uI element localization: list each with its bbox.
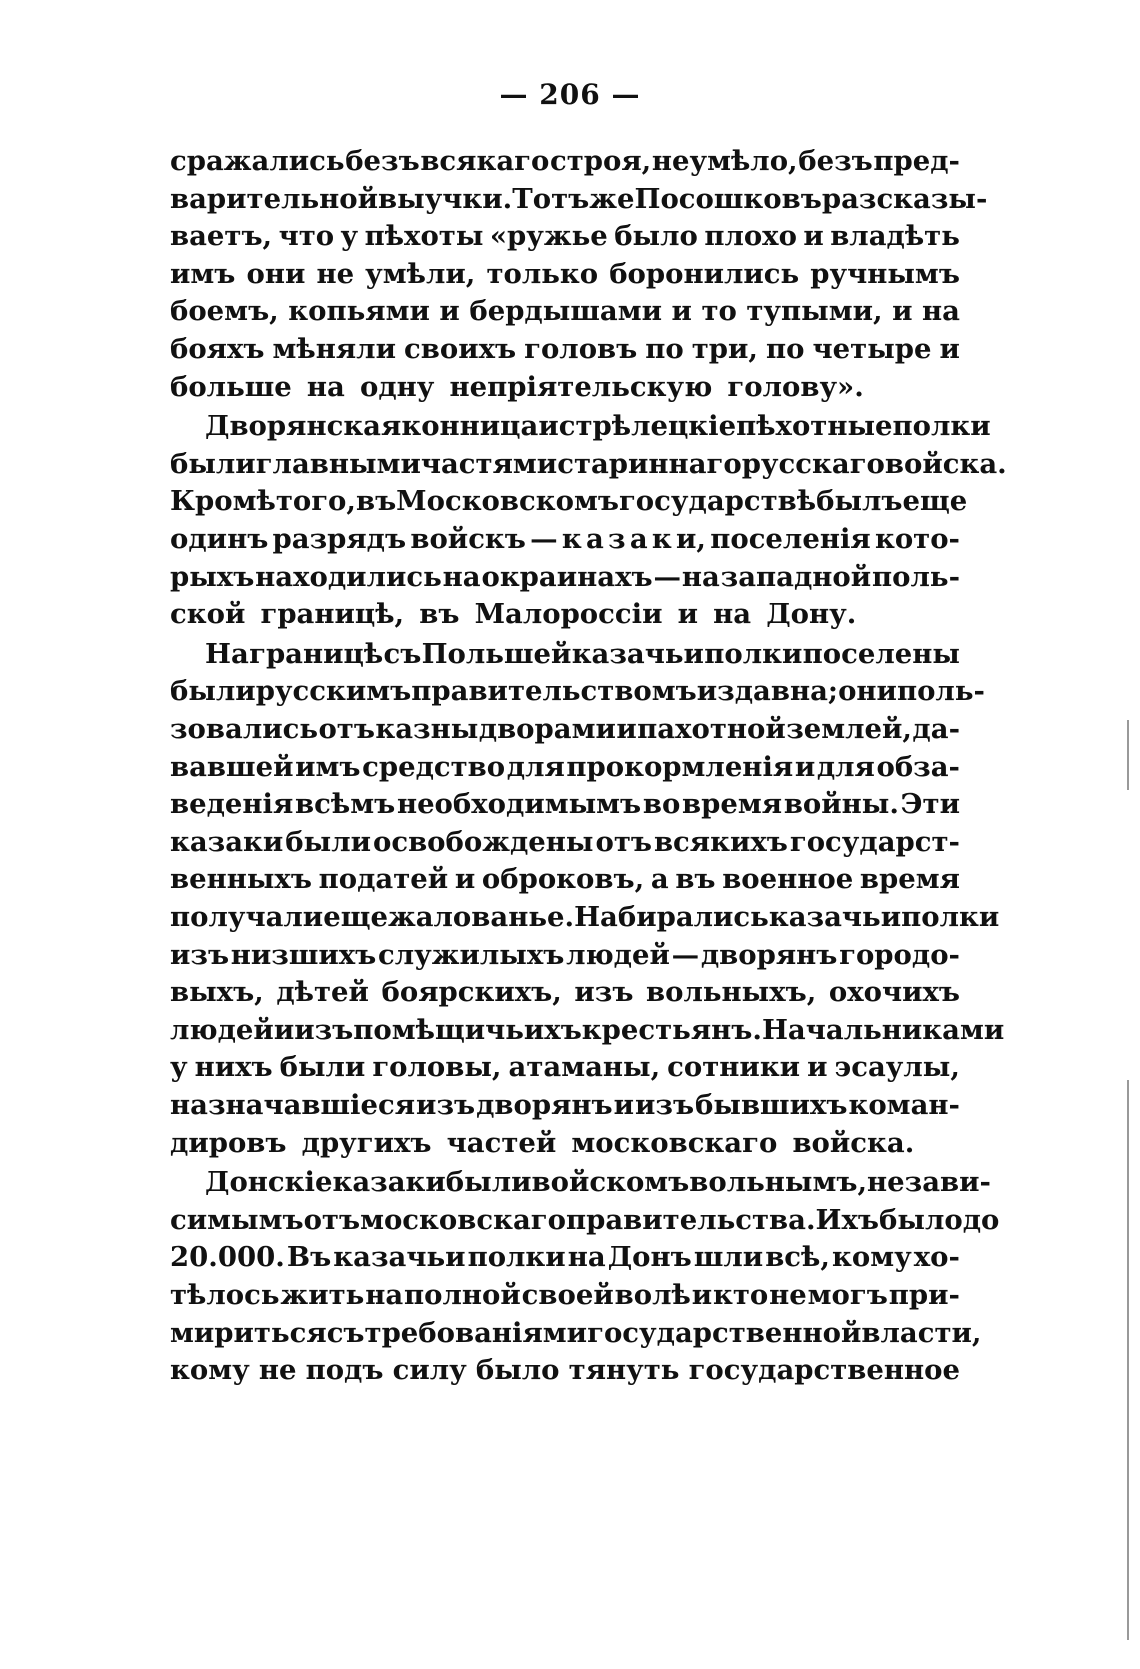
text-line: имъ они не умѣли, только боронились ручнымъ [170, 258, 960, 290]
text-line: Дворянская конница и стрѣлецкіе пѣхотные полки [205, 410, 991, 442]
text-line: дировъ другихъ частей московскаго войска. [170, 1127, 915, 1159]
text-line: выхъ, дѣтей боярскихъ, изъ вольныхъ, охочихъ [170, 976, 960, 1008]
text-line: были главными частями стариннаго русскаго войска. [170, 448, 1007, 480]
text-line: кому не подъ силу было тянуть государственное [170, 1354, 960, 1386]
text-line: 20.000. Въ казачьи полки на Донъ шли всѣ, кому хо- [170, 1241, 960, 1273]
text-line: Донскіе казаки были войскомъ вольнымъ, незави- [205, 1166, 991, 1198]
text-line: получали еще жалованье. Набирались казачьи полки [170, 901, 1000, 933]
text-line: больше на одну непріятельскую голову». [170, 371, 864, 403]
text-line: сражались безъ всякаго строя, неумѣло, безъ пред- [170, 145, 960, 177]
scan-edge-line [1127, 720, 1129, 790]
text-line: ваетъ, что у пѣхоты «ружье было плохо и владѣть [170, 220, 960, 252]
text-line: одинъ разрядъ войскъ — к а з а к и, поселенія кото- [170, 523, 960, 555]
text-line: у нихъ были головы, атаманы, сотники и эсаулы, [170, 1051, 960, 1083]
text-line: ской границѣ, въ Малороссіи и на Дону. [170, 598, 857, 630]
text-line: людей и изъ помѣщичьихъ крестьянъ. Начальниками [170, 1014, 1005, 1046]
text-line: тѣлось жить на полной своей волѣ и кто не могъ при- [170, 1279, 960, 1311]
text-line: мириться съ требованіями государственной власти, [170, 1317, 982, 1349]
text-line: На границѣ съ Польшей казачьи полки поселены [205, 638, 960, 670]
text-line: варительной выучки. Тотъ же Посошковъ разсказы- [170, 183, 988, 215]
text-line: вавшей имъ средство для прокормленія и для обза- [170, 751, 960, 783]
text-line: казаки были освобождены отъ всякихъ государст- [170, 826, 960, 858]
text-line: боемъ, копьями и бердышами и то тупыми, и на [170, 295, 960, 327]
text-line: Кромѣ того, въ Московскомъ государствѣ былъ еще [170, 485, 968, 517]
text-line: были русскимъ правительствомъ издавна; они поль- [170, 675, 985, 707]
text-line: симымъ отъ московскаго правительства. Ихъ было до [170, 1204, 1000, 1236]
text-line: веденія всѣмъ необходимымъ во время войны. Эти [170, 788, 960, 820]
text-line: бояхъ мѣняли своихъ головъ по три, по четыре и [170, 333, 960, 365]
text-line: назначавшіеся изъ дворянъ и изъ бывшихъ коман- [170, 1089, 960, 1121]
scan-edge-line [1127, 1080, 1129, 1640]
text-line: венныхъ податей и оброковъ, а въ военное время [170, 863, 960, 895]
page-number: — 206 — [499, 78, 641, 111]
text-line: изъ низшихъ служилыхъ людей — дворянъ городо- [170, 939, 960, 971]
text-line: рыхъ находились на окраинахъ — на западной поль- [170, 561, 960, 593]
text-line: зовались отъ казны дворами и пахотной землей, да- [170, 713, 960, 745]
